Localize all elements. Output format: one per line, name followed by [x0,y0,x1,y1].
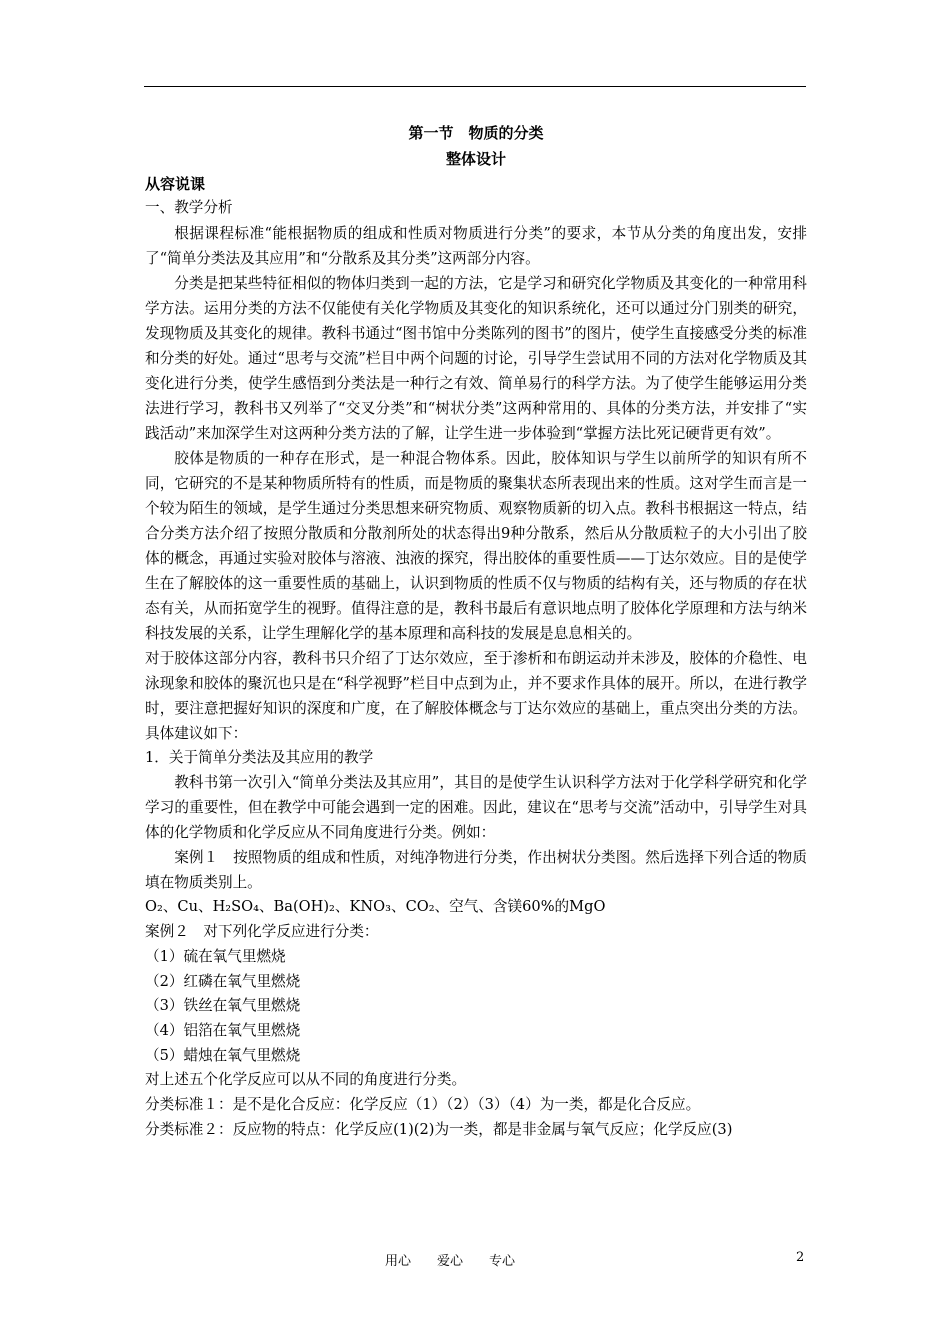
footer-motto: 用心 爱心 专心 [385,1254,516,1269]
page-subtitle: 整体设计 [445,150,506,168]
paragraph-1: 根据课程标准“能根据物质的组成和性质对物质进行分类”的要求，本节从分类的角度出发，安排了“简单分类法及其应用”和“分散系及其分类”这两部分内容。 [145,224,807,267]
classification-standard-2: 分类标准２：反应物的特点：化学反应(1)(2)为一类，都是非金属与氧气反应；化学反应(3) [145,1120,733,1138]
reaction-item: （3）铁丝在氧气里燃烧 [145,997,301,1015]
section-heading: 从容说课 [145,175,206,193]
paragraph-6: 对上述五个化学反应可以从不同的角度进行分类。 [145,1071,467,1089]
document-body [145,120,807,1142]
reaction-item: （1）硫在氧气里燃烧 [145,947,286,965]
page-title: 第一节 物质的分类 [408,124,544,142]
reaction-item: （2）红磷在氧气里燃烧 [145,972,301,990]
substance-list: O₂、Cu、H₂SO₄、Ba(OH)₂、KNO₃、CO₂、空气、含镁60%的MgO [145,898,606,916]
case-2: 案例２ 对下列化学反应进行分类： [145,923,379,941]
case-1: 案例１ 按照物质的组成和性质，对纯净物进行分类，作出树状分类图。然后选择下列合适的物质填在物质类别上。 [145,849,807,892]
page-number: 2 [796,1250,805,1265]
header-rule [144,86,806,87]
paragraph-4: 对于胶体这部分内容，教科书只介绍了丁达尔效应，至于渗析和布朗运动并未涉及，胶体的介稳性、电泳现象和胶体的聚沉也只是在“科学视野”栏目中点到为止，并不要求作具体的展开。所以，在进行教学时，要注意把握好知识的深度和广度，在了解胶体概念与丁达尔效应的基础上，重点突出分类的方法。具体建议如下： [145,649,807,742]
paragraph-5: 教科书第一次引入“简单分类法及其应用”，其目的是使学生认识科学方法对于化学科学研究和化学学习的重要性，但在教学中可能会遇到一定的困难。因此，建议在“思考与交流”活动中，引导学生对具体的化学物质和化学反应从不同角度进行分类。例如： [145,774,807,842]
reaction-item: （4）铝箔在氧气里燃烧 [145,1021,301,1039]
heading-teaching-analysis: 一、教学分析 [145,199,233,216]
reaction-item: （5）蜡烛在氧气里燃烧 [145,1046,301,1064]
classification-standard-1: 分类标准１：是不是化合反应：化学反应（1）（2）（3）（4）为一类，都是化合反应。 [145,1096,701,1114]
paragraph-2: 分类是把某些特征相似的物体归类到一起的方法，它是学习和研究化学物质及其变化的一种常用科学方法。运用分类的方法不仅能使有关化学物质及其变化的知识系统化，还可以通过分门别类的研究，发现物质及其变化的规律。教科书通过“图书馆中分类陈列的图书”的图片，使学生直接感受分类的标准和分类的好处。通过“思考与交流”栏目中两个问题的讨论，引导学生尝试用不同的方法对化学物质及其变化进行分类，使学生感悟到分类法是一种行之有效、简单易行的科学方法。为了使学生能够运用分类法进行学习，教科书又列举了“交叉分类”和“树状分类”这两种常用的、具体的分类方法，并安排了“实践活动”来加深学生对这两种分类方法的了解，让学生进一步体验到“掌握方法比死记硬背更有效”。 [145,274,807,442]
paragraph-3: 胶体是物质的一种存在形式，是一种混合物体系。因此，胶体知识与学生以前所学的知识有所不同，它研究的不是某种物质所特有的性质，而是物质的聚集状态所表现出来的性质。这对学生而言是一个较为陌生的领域，是学生通过分类思想来研究物质、观察物质新的切入点。教科书根据这一特点，结合分类方法介绍了按照分散质和分散剂所处的状态得出9种分散系，然后从分散质粒子的大小引出了胶体的概念，再通过实验对胶体与溶液、浊液的探究，得出胶体的重要性质——丁达尔效应。目的是使学生在了解胶体的这一重要性质的基础上，认识到物质的性质不仅与物质的结构有关，还与物质的存在状态有关，从而拓宽学生的视野。值得注意的是，教科书最后有意识地点明了胶体化学原理和方法与纳米科技发展的关系，让学生理解化学的基本原理和高科技的发展是息息相关的。 [145,449,807,642]
heading-simple-classification: 1．关于简单分类法及其应用的教学 [145,748,374,766]
